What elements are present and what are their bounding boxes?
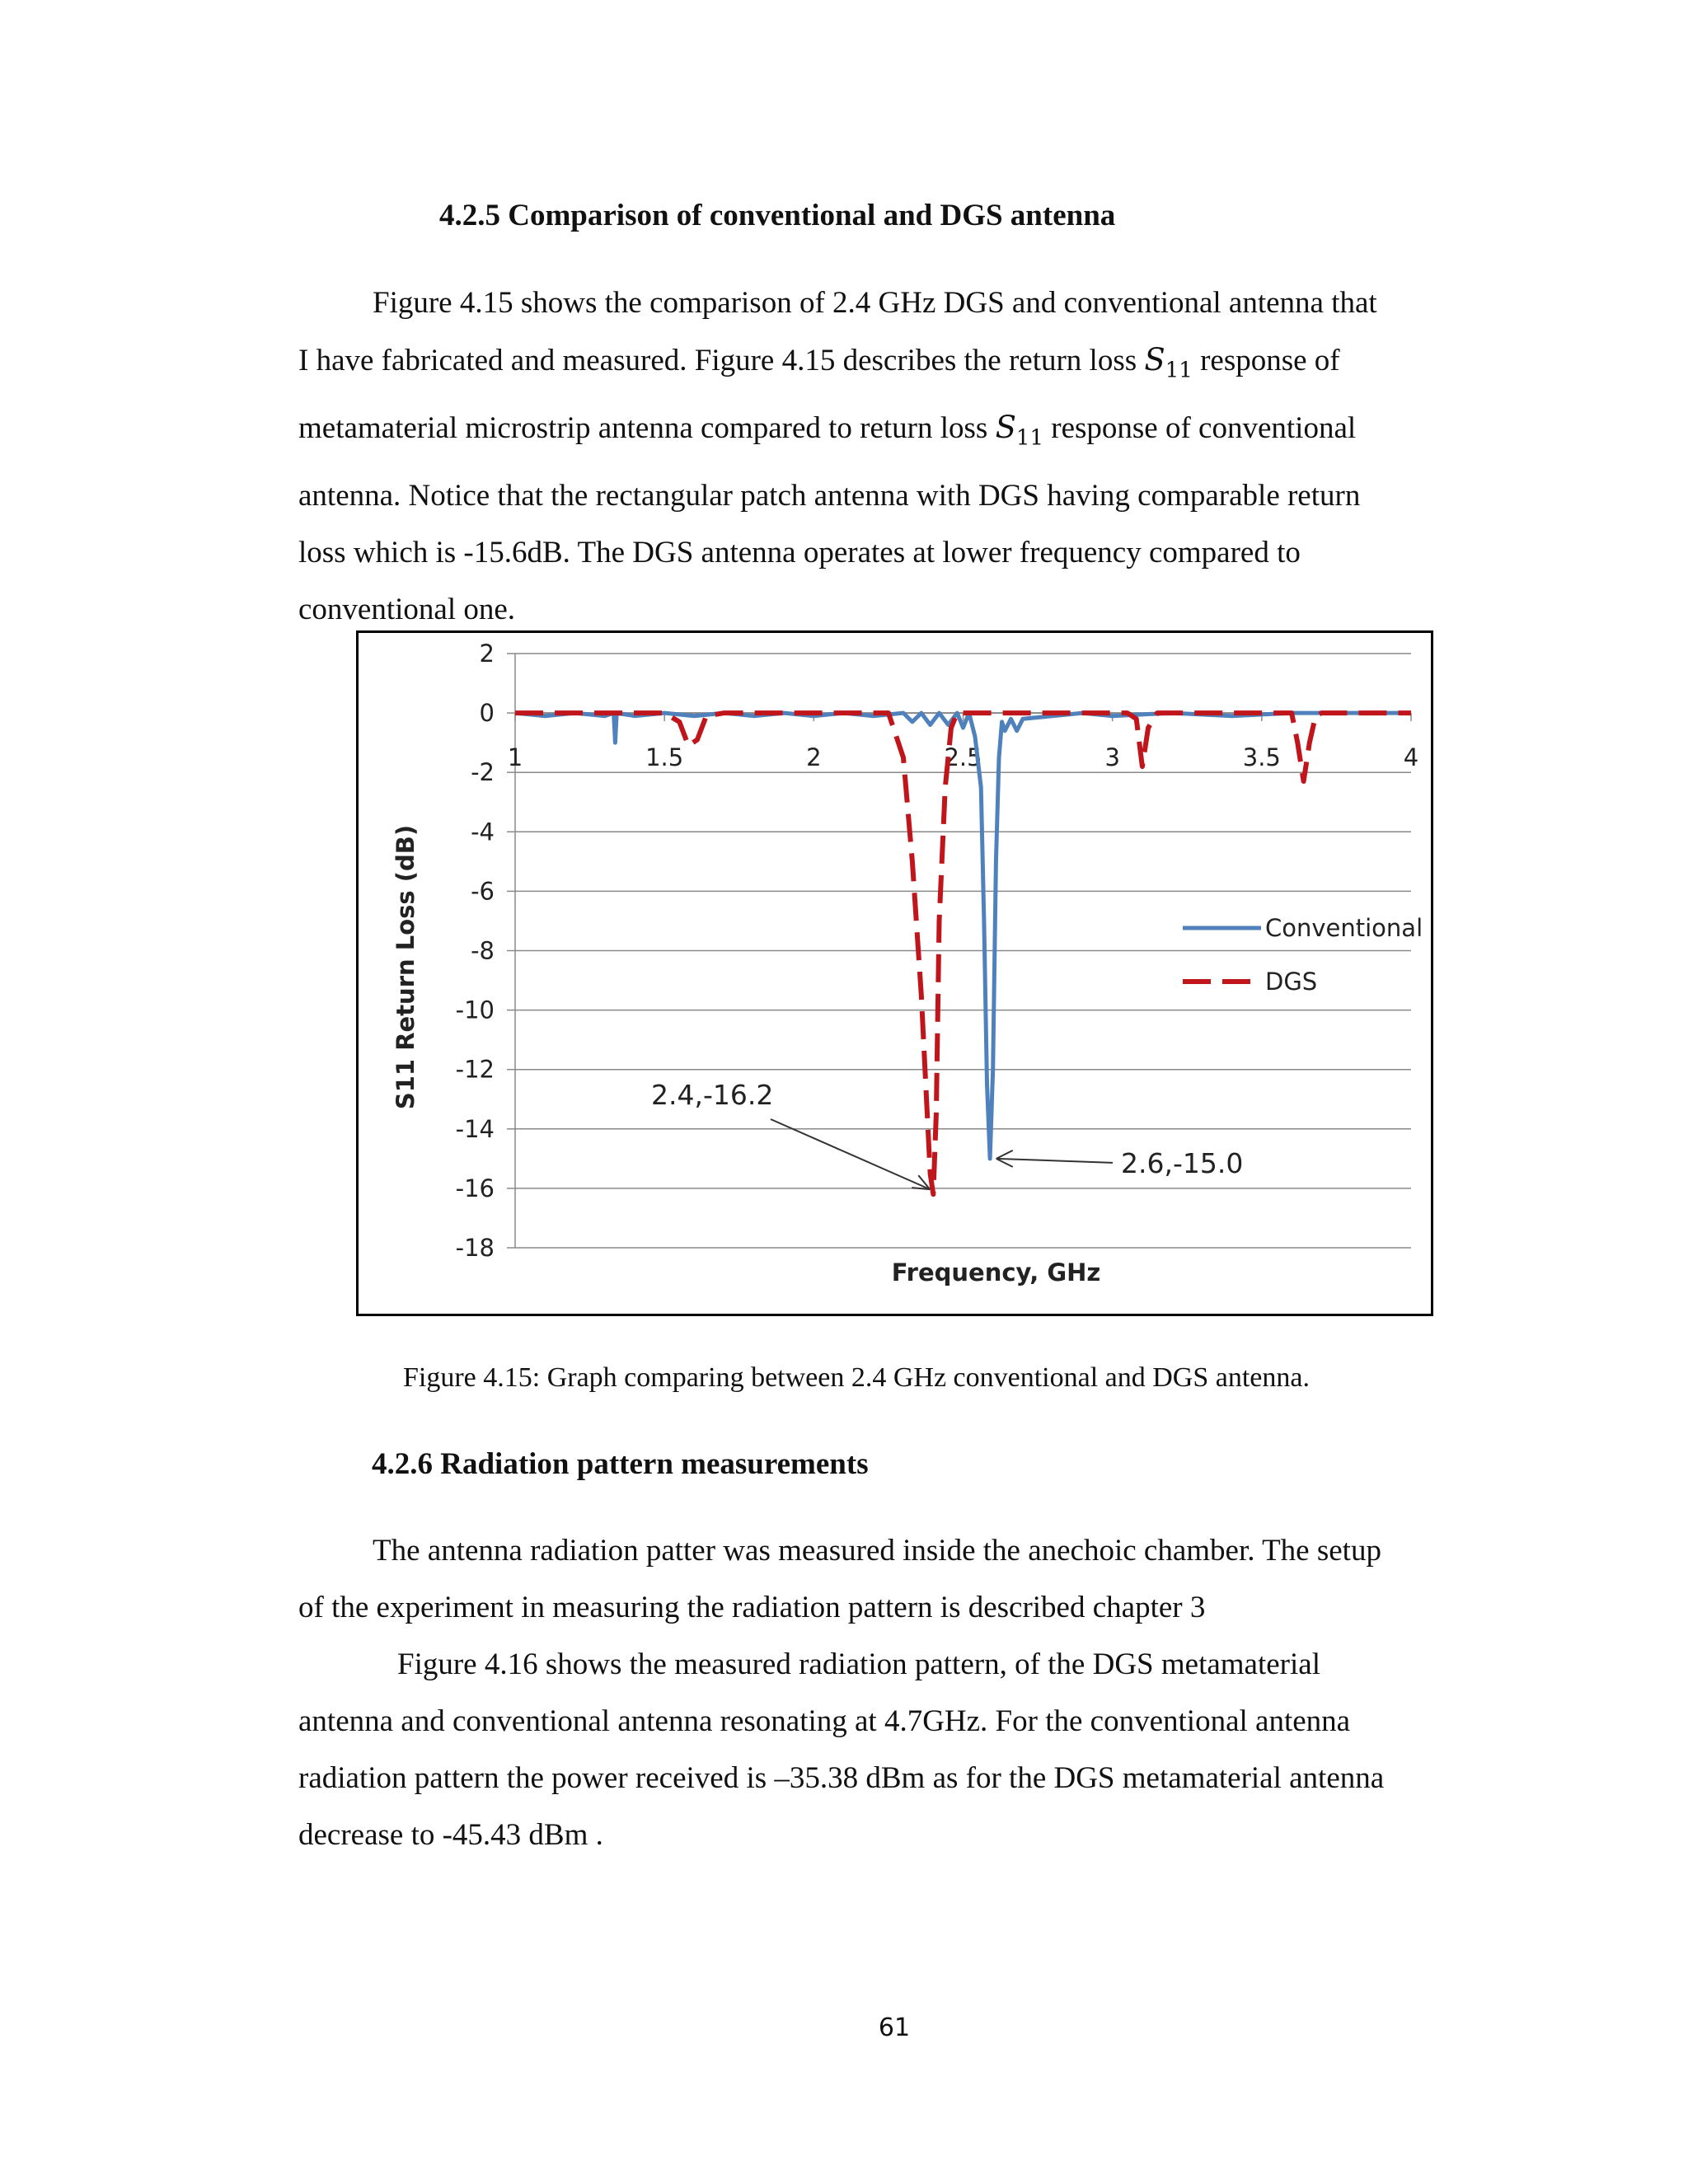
paragraph-comparison — [298, 274, 1490, 638]
paragraph-line — [298, 399, 1490, 466]
paragraph-line: antenna and conventional antenna resonating at 4.7GHz. For the conventional antenna — [298, 1704, 1351, 1738]
y-tick-label: 0 — [479, 699, 495, 728]
y-tick-label: -10 — [455, 996, 495, 1024]
text-span: response of — [1200, 344, 1340, 377]
y-tick-label: -8 — [471, 936, 495, 965]
page-number: 61 — [878, 2013, 911, 2042]
y-axis-title: S11 Return Loss (dB) — [392, 824, 420, 1110]
y-tick-label: -14 — [455, 1114, 495, 1143]
s11-symbol: $S_{11}$ — [995, 410, 1044, 451]
y-tick-label: -2 — [471, 758, 495, 787]
paragraph-line: loss which is -15.6dB. The DGS antenna operates at lower frequency compared to — [298, 535, 1301, 569]
paragraph-line: conventional one. — [298, 592, 516, 626]
paragraph-line: The antenna radiation patter was measured inside the anechoic chamber. The setup — [373, 1534, 1381, 1568]
legend-label-dgs: DGS — [1265, 968, 1318, 996]
chart-svg — [359, 633, 1431, 1314]
y-tick-label: -16 — [455, 1174, 495, 1202]
s11-symbol: $S_{11}$ — [1144, 342, 1193, 383]
paragraph-line: decrease to -45.43 dBm . — [298, 1818, 603, 1852]
text-span: metamaterial microstrip antenna compared to return loss — [298, 411, 988, 446]
annotation-arrow — [771, 1119, 930, 1189]
paragraph-line: antenna. Notice that the rectangular patch antenna with DGS having comparable return — [298, 478, 1361, 513]
section-heading-4-2-6: 4.2.6 Radiation pattern measurements — [372, 1447, 869, 1481]
y-tick-label: -4 — [471, 818, 495, 846]
x-tick-label: 2 — [806, 743, 822, 772]
annotation-arrow — [996, 1159, 1113, 1163]
x-tick-label: 1 — [507, 743, 523, 772]
x-tick-label: 3 — [1104, 743, 1120, 772]
text-span: response of conventional — [1051, 411, 1357, 446]
paragraph-line: of the experiment in measuring the radiation pattern is described chapter 3 — [298, 1591, 1206, 1624]
paragraph-radiation — [298, 1636, 1490, 1863]
annotation-label: 2.6,-15.0 — [1121, 1146, 1244, 1179]
y-tick-label: 2 — [479, 640, 495, 668]
legend-label-conventional: Conventional — [1265, 914, 1423, 942]
y-tick-label: -6 — [471, 877, 495, 906]
figure-caption: Figure 4.15: Graph comparing between 2.4 GHz conventional and DGS antenna. — [403, 1362, 1310, 1393]
paragraph-line: Figure 4.16 shows the measured radiation pattern, of the DGS metamaterial — [397, 1647, 1320, 1681]
figure-4-15-chart — [356, 630, 1433, 1316]
series-line-dgs — [515, 713, 1411, 1194]
x-tick-label: 2.5 — [944, 743, 982, 772]
paragraph-line: radiation pattern the power received is –35.38 dBm as for the DGS metamaterial antenna — [298, 1761, 1385, 1795]
y-tick-label: -12 — [455, 1055, 495, 1084]
x-tick-label: 1.5 — [645, 743, 684, 772]
paragraph-setup — [298, 1522, 1490, 1636]
text-span: I have fabricated and measured. Figure 4.15 describes the return loss — [298, 344, 1137, 377]
paragraph-line: Figure 4.15 shows the comparison of 2.4 GHz DGS and conventional antenna that — [373, 286, 1377, 320]
x-tick-label: 3.5 — [1242, 743, 1281, 772]
x-axis-title: Frequency, GHz — [891, 1258, 1101, 1286]
annotation-label: 2.4,-16.2 — [651, 1079, 774, 1111]
x-tick-label: 4 — [1403, 743, 1419, 772]
section-heading-4-2-5: 4.2.5 Comparison of conventional and DGS antenna — [439, 199, 1116, 232]
paragraph-line — [298, 331, 1490, 399]
y-tick-label: -18 — [455, 1234, 495, 1262]
